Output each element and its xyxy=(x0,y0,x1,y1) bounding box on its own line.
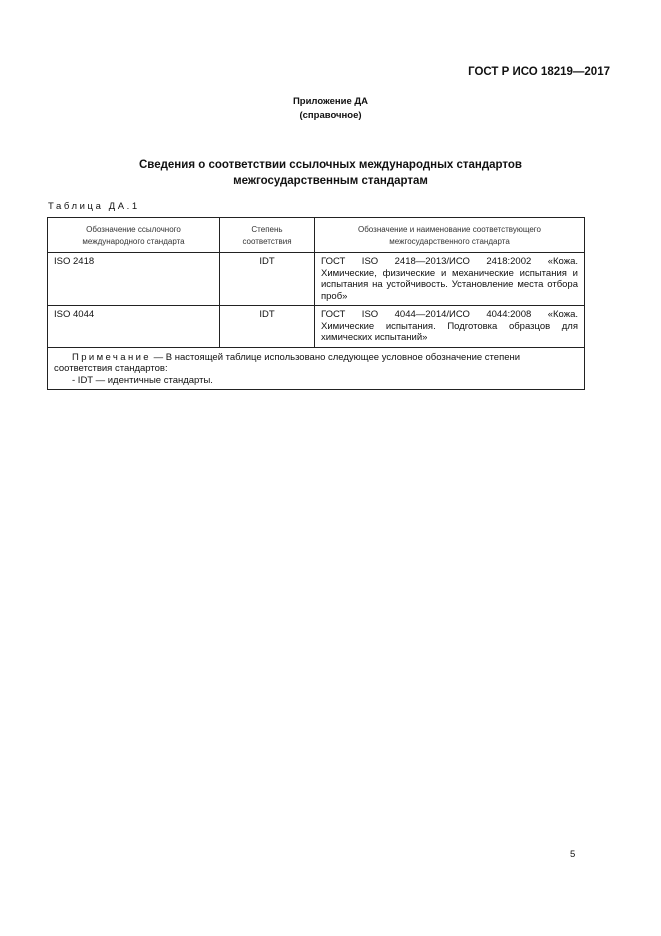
header-line: международного стандарта xyxy=(82,236,185,246)
header-line: Обозначение и наименование соответствующего xyxy=(358,225,541,234)
reference-standards-table xyxy=(47,217,585,390)
table-note xyxy=(48,347,585,390)
cell-national-standard: ГОСТ ISO 4044—2014/ИСО 4044:2008 «Кожа. Химические испытания. Подготовка образцов для химических испытаний» xyxy=(315,306,585,348)
table-row xyxy=(48,253,585,306)
cell-international-standard: ISO 2418 xyxy=(48,253,220,306)
section-title-line-2: межгосударственным стандартам xyxy=(233,175,428,187)
section-title xyxy=(0,157,661,189)
header-line: соответствия xyxy=(242,236,292,246)
table-caption: Таблица ДА.1 xyxy=(48,201,140,212)
document-designation: ГОСТ Р ИСО 18219—2017 xyxy=(468,66,610,78)
table-row xyxy=(48,306,585,348)
cell-degree: IDT xyxy=(220,253,315,306)
header-line: Степень xyxy=(251,225,283,234)
table-note-row xyxy=(48,347,585,390)
page-number: 5 xyxy=(570,849,576,860)
section-title-line-1: Сведения о соответствии ссылочных международных стандартов xyxy=(138,159,522,171)
cell-international-standard: ISO 4044 xyxy=(48,306,220,348)
note-text: — В настоящей таблице использовано следующее условное обозначение степени соответствия стандартов: xyxy=(54,351,521,374)
column-header-degree xyxy=(220,218,315,253)
column-header-international-standard xyxy=(48,218,220,253)
column-header-national-standard xyxy=(315,218,585,253)
cell-national-standard: ГОСТ ISO 2418—2013/ИСО 2418:2002 «Кожа. Химические, физические и механические испытания и испытания на устойчивость. Установление места отбора проб» xyxy=(315,253,585,306)
annex-subtitle: (справочное) xyxy=(299,110,362,121)
table-header-row xyxy=(48,218,585,253)
note-label: Примечание xyxy=(72,351,151,363)
note-item: - IDT — идентичные стандарты. xyxy=(72,374,213,386)
cell-degree: IDT xyxy=(220,306,315,348)
header-line: Обозначение ссылочного xyxy=(86,225,181,234)
header-line: межгосударственного стандарта xyxy=(389,236,510,246)
annex-title: Приложение ДА xyxy=(292,96,369,107)
